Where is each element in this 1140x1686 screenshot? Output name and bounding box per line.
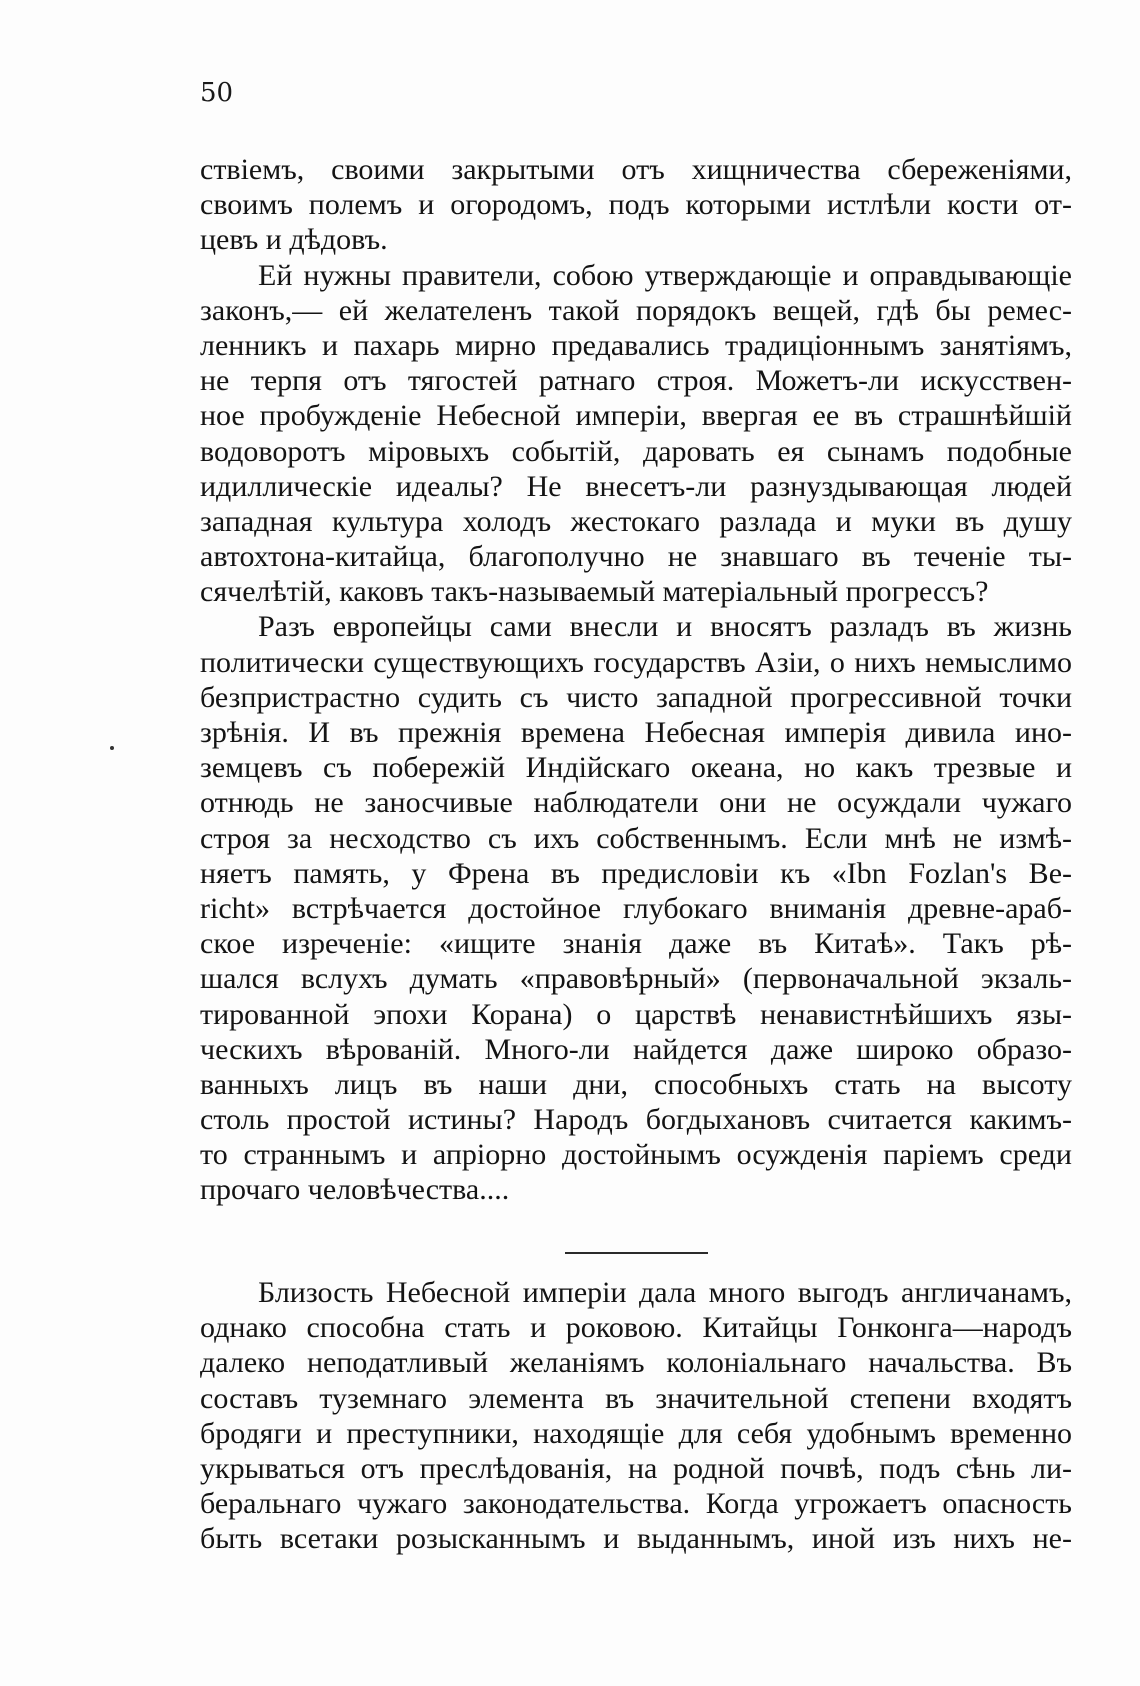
text-line: сячелѣтій, каковъ такъ-называемый матеріальный прогрессъ? xyxy=(200,575,989,609)
text-line: составъ туземнаго элемента въ значительной степени входятъ xyxy=(200,1381,1072,1415)
print-speck xyxy=(110,746,114,750)
text-line: однако способна стать и роковою. Китайцы Гонконга—народъ xyxy=(200,1311,1072,1345)
section-divider xyxy=(565,1252,708,1254)
text-line: Разъ европейцы сами внесли и вносятъ разладъ въ жизнь xyxy=(258,610,1072,644)
text-line: далеко неподатливый желаніямъ колоніальнаго начальства. Въ xyxy=(200,1346,1072,1380)
text-line: западная культура холодъ жестокаго разлада и муки въ душу xyxy=(200,504,1072,538)
text-line: своимъ полемъ и огородомъ, подъ которыми истлѣли кости от- xyxy=(200,188,1072,222)
text-line: водоворотъ міровыхъ событій, даровать ея сынамъ подобные xyxy=(200,434,1072,468)
text-line: столь простой истины? Народъ богдыхановъ считается какимъ- xyxy=(200,1103,1072,1137)
text-line: законъ,— ей желателенъ такой порядокъ вещей, гдѣ бы ремес- xyxy=(200,293,1072,327)
text-section-1 xyxy=(200,152,1072,1208)
text-line: Ей нужны правители, собою утверждающіе и оправдывающіе xyxy=(258,258,1072,292)
text-line: няетъ память, у Френа въ предисловіи къ «Ibn Fozlan's Be- xyxy=(200,856,1072,890)
text-line: тированной эпохи Корана) о царствѣ ненавистнѣйшихъ язы- xyxy=(200,997,1072,1031)
text-line: ское изреченіе: «ищите знанія даже въ Китаѣ». Такъ рѣ- xyxy=(200,927,1072,961)
text-line: ное пробужденіе Небесной имперіи, ввергая ее въ страшнѣйшій xyxy=(200,399,1072,433)
text-line: политически существующихъ государствъ Азіи, о нихъ немыслимо xyxy=(200,645,1072,679)
text-line: Близость Небесной имперіи дала много выгодъ англичанамъ, xyxy=(258,1276,1072,1309)
text-line: ствіемъ, своими закрытыми отъ хищничества сбереженіями, xyxy=(200,153,1072,186)
page-number: 50 xyxy=(200,78,234,108)
text-section-2 xyxy=(200,1275,1072,1557)
text-line: не терпя отъ тягостей ратнаго строя. Можетъ-ли искусствен- xyxy=(200,364,1072,398)
text-line: бродяги и преступники, находящіе для себя удобнымъ временно xyxy=(200,1416,1072,1450)
text-line: цевъ и дѣдовъ. xyxy=(200,223,388,257)
text-line: строя за несходство съ ихъ собственнымъ. Если мнѣ не измѣ- xyxy=(200,821,1072,855)
text-line: ванныхъ лицъ въ наши дни, способныхъ стать на высоту xyxy=(200,1067,1072,1101)
text-line: прочаго человѣчества.... xyxy=(200,1173,510,1207)
text-line: земцевъ съ побережій Индійскаго океана, но какъ трезвые и xyxy=(200,751,1072,785)
text-line: идиллическіе идеалы? Не внесетъ-ли разнуздывающая людей xyxy=(200,469,1072,503)
text-line: беральнаго чужаго законодательства. Когда угрожаетъ опасность xyxy=(200,1487,1072,1521)
text-line: ческихъ вѣрованій. Много-ли найдется даже широко образо- xyxy=(200,1032,1072,1066)
text-line: зрѣнія. И въ прежнія времена Небесная имперія дивила ино- xyxy=(200,716,1072,749)
text-line: безпристрастно судить съ чисто западной прогрессивной точки xyxy=(200,680,1072,714)
text-line: автохтона-китайца, благополучно не знавшаго въ теченіе ты- xyxy=(200,540,1072,574)
text-line: быть всетаки розысканнымъ и выданнымъ, иной изъ нихъ не- xyxy=(200,1522,1072,1556)
text-line: то страннымъ и апріорно достойнымъ осужденія паріемъ среди xyxy=(200,1138,1072,1172)
text-line: ленникъ и пахарь мирно предавались традиціоннымъ занятіямъ, xyxy=(200,328,1072,362)
text-line: шался вслухъ думать «правовѣрный» (первоначальной экзаль- xyxy=(200,962,1072,996)
text-line: отнюдь не заносчивые наблюдатели они не осуждали чужаго xyxy=(200,786,1072,820)
text-line: richt» встрѣчается достойное глубокаго вниманія древне-араб- xyxy=(200,891,1072,925)
text-line: укрываться отъ преслѣдованія, на родной почвѣ, подъ сѣнь ли- xyxy=(200,1451,1072,1485)
